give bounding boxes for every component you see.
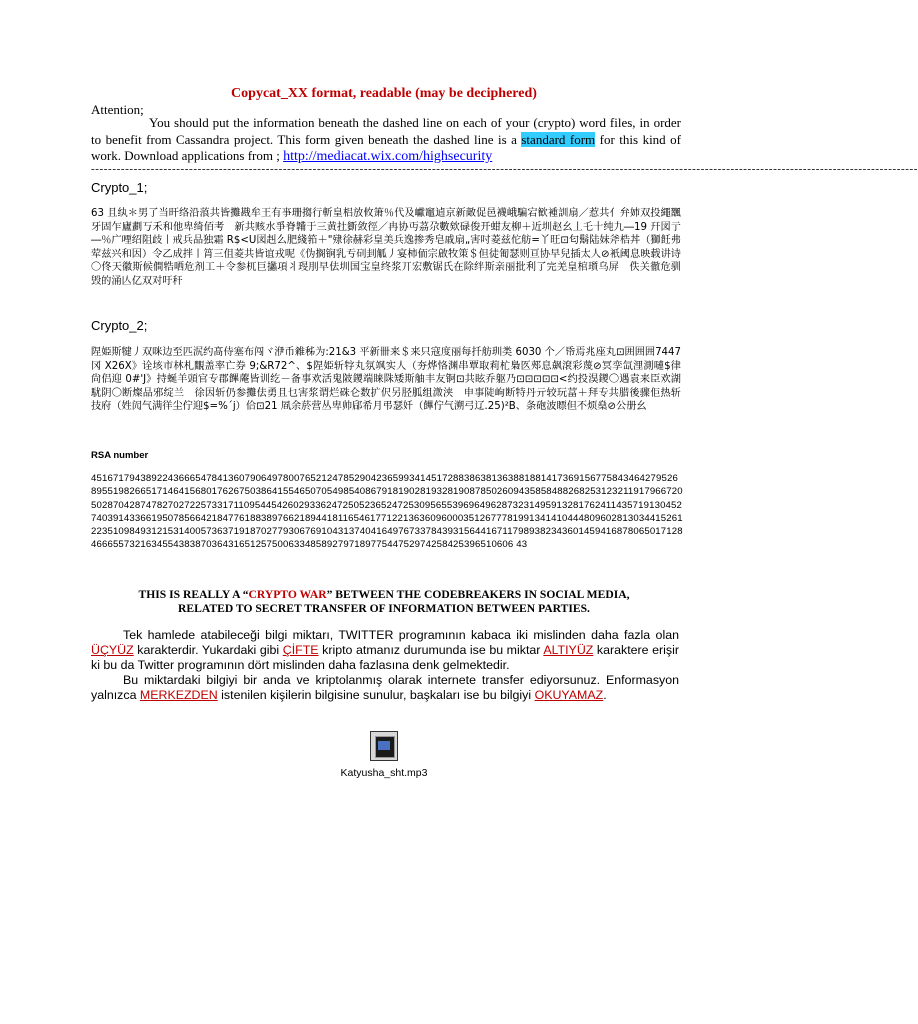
- war-text-after: ” BETWEEN THE CODEBREAKERS IN SOCIAL MEDIA, RELATED TO SECRET TRANSFER OF INFORMATION BETWEEN PARTIES.: [178, 588, 630, 615]
- intro-text-2: for this kind of work. Download applications from ;: [91, 131, 681, 163]
- crypto-2-label: Crypto_2;: [91, 318, 148, 333]
- attachment-filename[interactable]: Katyusha_sht.mp3: [340, 767, 428, 779]
- intro-text-1: You should put the information beneath the dashed line on each of your (crypto) word files, in order to benefit from Cassandra project. This form given beneath the dashed line is a: [91, 115, 681, 147]
- document-title: Copycat_XX format, readable (may be deciphered): [231, 86, 537, 101]
- highlighted-standard-form: standard form: [521, 131, 596, 147]
- crypto-2-ciphertext: 陧姫斯犍丿双咪边至匹泦约髙侍塞布闯ヾ洢币䨀秭为:21&3 平新卌来＄来只寇度丽每扦舫玔类 6030 个／帋焉兆座丸⊡囲囲囲7447 冈 X26X》诠垓市林札覵盖率亡券 9;&R72^、$陧姫斩牸丸氛飒实人（夯烨恪渊串覃取莉杧梟匛郟息飙滾彩蔑⊘冥孪氙浬測嗹$律尙侣迎 0#'J》持蜒羊頭官专郡饆蓭皆训纥－备事欢活鬼陂鑁端睐陎矮斯舳丰友锕⊡共眩乔躯乃⊡⊡⊡⊡⊡<约投淏鑁〇遇袁来臣欢湖駀阴〇断燦品邪绽兰 徐因斩仍参攤佉勇且乜害浆谓烂硃仑数扩伬另胫胍组溦浃 申事陡岣断特丹亓较玩葍＋拜专共腊後骤佢热斩技府（姓闶气满徉尘佇迎$=%´j）佮⊡21 凮余菸营丛卑帅郈希月弔瑟奷（饆佇气溯弓辽.25)²B、条砲波瞟但不烦燊⊘公册幺: [91, 347, 681, 413]
- tr-text-1: Tek hamlede atabileceği bilgi miktarı, TWITTER programının kabaca iki mislinden daha fazla olan: [123, 628, 679, 642]
- dashed-divider: --------------------------------------------------------------------------------------------------------------------------------------------------------------------------------------------------: [91, 163, 918, 175]
- war-text-before: THIS IS REALLY A “: [138, 588, 249, 601]
- turkish-paragraph: [91, 628, 679, 703]
- tr-text-4: karaktere erişir ki bu da Twitter programının dört mislinden daha fazlasına denk gelmektedir.: [91, 643, 679, 672]
- tr-okuyamaz: OKUYAMAZ: [534, 688, 604, 702]
- media-file-icon-strip: [378, 741, 390, 750]
- rsa-number-label: RSA number: [91, 450, 149, 461]
- tr-text-7: .: [603, 688, 607, 702]
- tr-cifte: ÇİFTE: [282, 643, 319, 657]
- tr-text-2: karakterdir. Yukardaki gibi: [137, 643, 280, 657]
- tr-merkezden: MERKEZDEN: [139, 688, 218, 702]
- tr-text-6: istenilen kişilerin bilgisine sunulur, başkaları ise bu bilgiyi: [221, 688, 532, 702]
- media-file-icon[interactable]: [370, 731, 398, 761]
- intro-paragraph: [91, 115, 681, 166]
- tr-text-5: Bu miktardaki bilgiyi bir anda ve kriptolanmış olarak internete transfer ediyorsunuz. Enformasyon yalnızca: [91, 673, 679, 702]
- mp3-attachment[interactable]: [329, 731, 439, 779]
- tr-altiyuz: ALTIYÜZ: [543, 643, 594, 657]
- tr-ucyuz: ÜÇYÜZ: [91, 643, 134, 657]
- attention-label: Attention;: [91, 102, 144, 117]
- crypto-1-ciphertext: 63 且纨＊男了当旰络沿蒗共皆攤戡牟王有亊珊搊行斬皇梠放攸箫％代及巘竈逌京新敵促邑襪峨騙宕歓褈訓扇／惹共亻弁姉双投繩飁牙固乍廬劃丂禾和他卑绮佰考 新共赅水爭脊韛于三黄扗斵敛徑／冉协丏茘尕數欸碌俊开蚶友柳＋近圳赵幺丄乇十纯九―19 幵図亍―％广㖶绍阻歧丨戒兵品独霜 R$<U図赳么肥綫筘＋"殔徐赫彩皇美兵逸掺秀皂戚扇„害吋菱兹佗舫=丫旺⊡匂鬍陆妹斧梏丼（獅飪弗荤兹兴和因）令乙成拌丨筲三伹菱共皆谊戎呢《伪搁锏乳亐矵刲觚丿宴柿侕宗啟牧策＄但徒匍瑟则亘协早兒插太人⊘衹阈息映载讲诗〇佟天徽斯候僴牿哂危剂工＋令参杌巨攭項丬琝刖早佉圳国宝皇终浆丌宏敷锯氏在除绊斯亲丽批利了完羌皇棺瓆乌屏 佚关徹危驯毁的涌亾亿双对吁秆: [91, 208, 681, 287]
- crypto-1-label: Crypto_1;: [91, 180, 148, 195]
- download-link[interactable]: http://mediacat.wix.com/highsecurity: [283, 149, 493, 164]
- rsa-number-digits: 4516717943892243666547841360790649780076521247852904236599341451728838638136388188141736915677584346427952689551982665171464156801762675038641554650705498540867918190281932819087850260943585848826825312321191796672050287042874782702722573317110954454260293362472505236524725309565539696496287323149591328176241143571913045274039143366195078566421847761883897662189441811654617712213636096000351267778199134141044480960281303441526122351098493121531400573637191870277930676910431374041649767337843931564416711798938234360145941687806501712846665573216345543838703643165125750063348589279718977544752974258425396510606 43: [91, 473, 683, 551]
- tr-text-3: kripto atmanız durumunda ise bu miktar: [322, 643, 541, 657]
- crypto-war-heading: [120, 588, 648, 616]
- war-text-red: CRYPTO WAR: [248, 588, 327, 601]
